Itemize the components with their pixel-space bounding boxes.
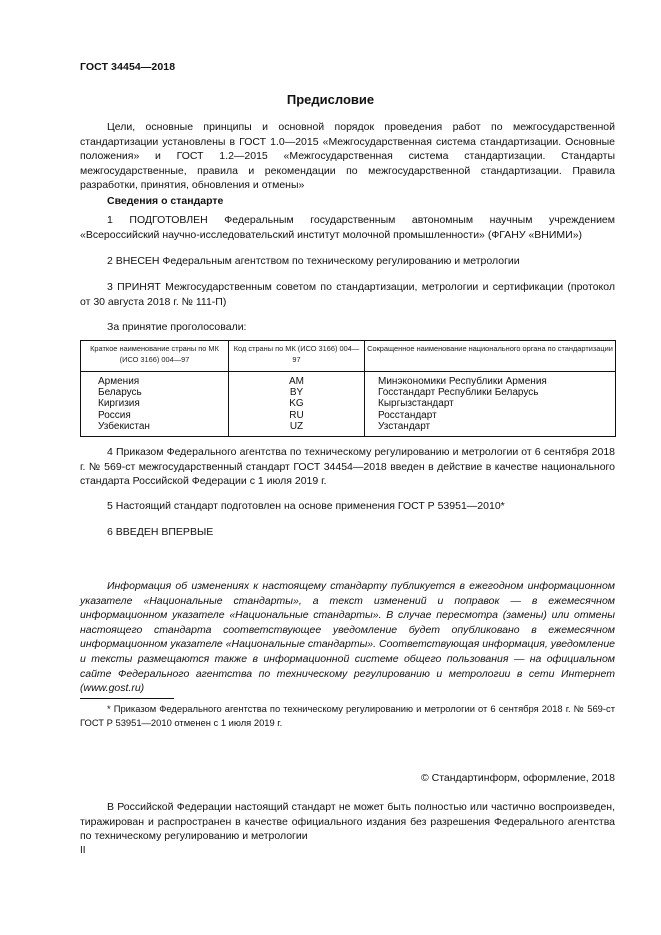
code-cell: AM (229, 372, 365, 388)
intro-paragraph (80, 120, 615, 193)
agency-cell: Узстандарт (365, 421, 616, 437)
country-cell: Узбекистан (98, 420, 150, 432)
info-heading: Сведения о стандарте (107, 195, 224, 207)
table-row (81, 398, 616, 409)
code-cell: BY (229, 387, 365, 398)
agency-cell: Кыргызстандарт (365, 398, 616, 409)
country-cell: Киргизия (98, 398, 140, 410)
agency-cell: Росстандарт (365, 410, 616, 421)
country-cell: Армения (98, 376, 140, 387)
table-row (81, 387, 616, 398)
vote-label: За принятие проголосовали: (107, 321, 247, 333)
code-cell: UZ (229, 421, 365, 437)
rights-notice-text: В Российской Федерации настоящий стандарт не может быть полностью или частично воспроизведен, тиражирован и распространен в качестве официального издания без разрешения Федерального агентства по техническому регулированию и метрологии (80, 801, 615, 843)
item-text: 1 ПОДГОТОВЛЕН Федеральным государственным автономным научным учреждением «Всероссийский научно-исследовательский институт молочной промышленности» (ФГАНУ «ВНИМИ») (80, 214, 615, 241)
table-row (81, 410, 616, 421)
column-header-code: Код страны по МК (ИСО 3166) 004—97 (229, 341, 365, 372)
agency-cell: Госстандарт Республики Беларусь (365, 387, 616, 398)
rights-notice (80, 800, 615, 844)
footnote-divider (80, 698, 174, 699)
copyright: © Стандартинформ, оформление, 2018 (420, 772, 615, 784)
document-header: ГОСТ 34454—2018 (80, 61, 176, 73)
item-text: 4 Приказом Федерального агентства по техническому регулированию и метрологии от 6 сентября 2018 г. № 569-ст межгосударственный стандарт ГОСТ 34454—2018 введен в действие в качестве национального стандарта Российской Федерации с 1 июля 2019 г. (80, 446, 615, 488)
changes-notice-text: Информация об изменениях к настоящему стандарту публикуется в ежегодном информационном указателе «Национальные стандарты», а текст изменений и поправок — в ежемесячном информационном указателе «Национальные стандарты». В случае пересмотра (замены) или отмены настоящего стандарта соответствующее уведомление будет опубликовано в ежемесячном информационном указателе «Национальные стандарты». Соответствующая информация, уведомление и тексты размещаются также в информационной системе общего пользования — на официальном сайте Федерального агентства по техническому регулированию и метрологии в сети Интернет (www.gost.ru) (80, 580, 615, 695)
item-2 (80, 254, 615, 269)
footnote-text: * Приказом Федерального агентства по техническому регулированию и метрологии от 6 сентября 2018 г. № 569-ст ГОСТ Р 53951—2010 отменен с 1 июля 2019 г. (80, 703, 615, 728)
item-4 (80, 445, 615, 489)
country-cell: Россия (98, 409, 131, 421)
item-text: 2 ВНЕСЕН Федеральным агентством по техническому регулированию и метрологии (107, 255, 520, 267)
code-cell: RU (229, 410, 365, 421)
column-header-agency: Сокращенное наименование национального органа по стандартизации (365, 341, 616, 372)
page-title: Предисловие (286, 92, 375, 107)
table-header-row (81, 341, 616, 372)
page-number: II (80, 845, 86, 856)
code-cell: KG (229, 398, 365, 409)
item-text: 3 ПРИНЯТ Межгосударственным советом по стандартизации, метрологии и сертификации (протокол от 30 августа 2018 г. № 111-П) (80, 281, 615, 308)
item-1 (80, 213, 615, 242)
item-3 (80, 280, 615, 309)
table-row (81, 421, 616, 437)
item-text: 5 Настоящий стандарт подготовлен на основе применения ГОСТ Р 53951—2010* (107, 500, 505, 512)
table-row (81, 372, 616, 388)
changes-notice (80, 579, 615, 696)
column-header-country: Краткое наименование страны по МК (ИСО 3166) 004—97 (81, 341, 229, 372)
intro-text: Цели, основные принципы и основной порядок проведения работ по межгосударственной стандартизации установлены в ГОСТ 1.0—2015 «Межгосударственная система стандартизации. Основные положения» и ГОСТ 1.2—2015 «Межгосударственная система стандартизации. Стандарты межгосударственные, правила и рекомендации по межгосударственной стандартизации. Правила разработки, принятия, обновления и отмены» (80, 121, 615, 192)
vote-table (80, 340, 616, 437)
item-text: 6 ВВЕДЕН ВПЕРВЫЕ (107, 526, 214, 538)
item-6 (80, 525, 615, 540)
footnote (80, 702, 615, 729)
country-cell: Беларусь (98, 387, 142, 399)
item-5 (80, 499, 615, 514)
agency-cell: Минэкономики Республики Армения (365, 372, 616, 388)
